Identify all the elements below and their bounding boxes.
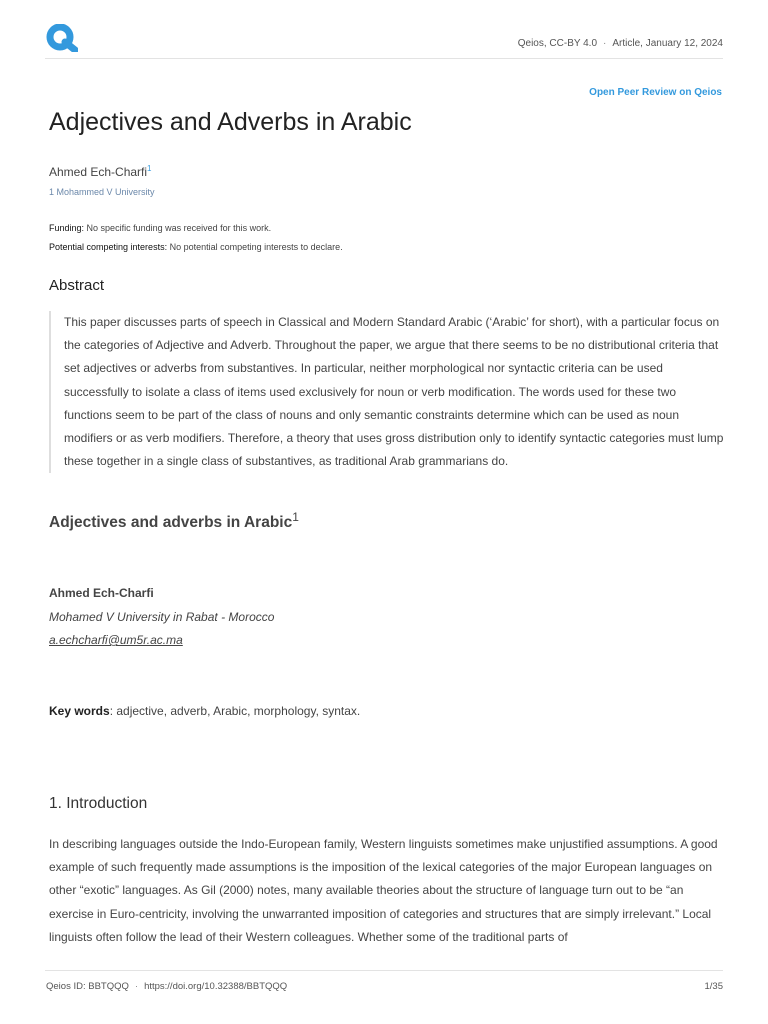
- doi-link[interactable]: https://doi.org/10.32388/BBTQQQ: [144, 981, 288, 992]
- body-university: Mohamed V University in Rabat - Morocco: [49, 610, 275, 624]
- open-peer-review-link[interactable]: Open Peer Review on Qeios: [589, 87, 722, 98]
- keywords: [49, 704, 360, 718]
- abstract-text: This paper discusses parts of speech in Classical and Modern Standard Arabic (‘Arabic’ for short), with a particular focus on the categories of Adjective and Adverb. Throughout the paper, we argue that there seems to be no distributional criteria that set adjectives or adverbs from substantives. In particular, neither morphological nor syntactic criteria can be used successfully to isolate a class of items used exclusively for noun or verb modification. The words used for these two functions seem to be part of the class of nouns and only semantic constraints determine which can be used as noun modifiers or as verb modifiers. Therefore, a theory that uses gross distribution only to identify syntactic categories must lump these together in a single class of substantives, as traditional Arab grammarians do.: [49, 311, 724, 473]
- section-title: [49, 510, 299, 532]
- introduction-paragraph: In describing languages outside the Indo-European family, Western linguists sometimes make unjustified assumptions. A good example of such frequently made assumptions is the imposition of the lexical categories of the major European languages on other “exotic” languages. As Gil (2000) notes, many available theories about the structure of language turn out to be “an exercise in Euro-centricity, involving the unwarranted imposition of categories and structures that are simply irrelevant.” Local linguists often follow the lead of their Western colleagues. Whether some of the traditional parts of: [49, 837, 718, 944]
- page-title: Adjectives and Adverbs in Arabic: [49, 108, 412, 136]
- competing-text: No potential competing interests to declare.: [169, 242, 343, 252]
- header-divider: [45, 58, 723, 59]
- funding-text: No specific funding was received for this work.: [86, 223, 272, 233]
- page-number: 1/35: [704, 981, 723, 992]
- author-affiliation-marker: 1: [147, 164, 152, 173]
- introduction-heading: 1. Introduction: [49, 795, 148, 812]
- keywords-label: Key words: [49, 704, 110, 718]
- footer-separator: ·: [134, 981, 139, 992]
- competing-interests-statement: [49, 242, 343, 252]
- qeios-id: Qeios ID: BBTQQQ: [46, 981, 129, 992]
- funding-statement: [49, 223, 271, 233]
- funding-label: Funding:: [49, 223, 85, 233]
- qeios-logo-icon[interactable]: [46, 24, 78, 52]
- competing-label: Potential competing interests:: [49, 242, 168, 252]
- header-meta: [518, 38, 723, 49]
- footer-divider: [45, 970, 723, 971]
- section-title-text: Adjectives and adverbs in Arabic: [49, 514, 293, 532]
- body-author-name: Ahmed Ech-Charfi: [49, 586, 154, 600]
- author-name[interactable]: Ahmed Ech-Charfi: [49, 165, 148, 179]
- affiliation: 1 Mohammed V University: [49, 187, 155, 197]
- article-date: Article, January 12, 2024: [612, 38, 723, 49]
- author-line: [49, 164, 152, 179]
- header-separator: ·: [603, 38, 607, 49]
- abstract-heading: Abstract: [49, 277, 105, 294]
- publisher-license: Qeios, CC-BY 4.0: [517, 38, 598, 49]
- keywords-text: : adjective, adverb, Arabic, morphology, syntax.: [109, 704, 361, 718]
- footer-meta: [46, 981, 287, 992]
- section-footnote-marker[interactable]: 1: [292, 510, 299, 524]
- author-email-link[interactable]: a.echcharfi@um5r.ac.ma: [49, 633, 183, 647]
